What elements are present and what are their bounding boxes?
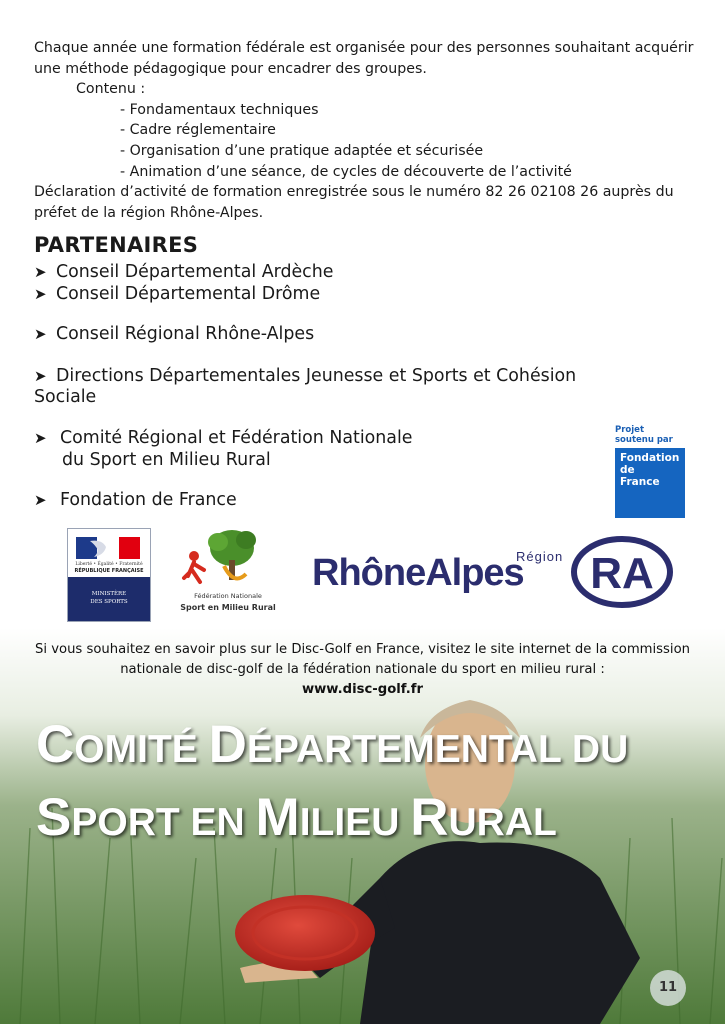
ra-monogram-text: RA [590,549,654,598]
partner-item: ➤ Conseil Départemental Drôme [34,284,321,304]
arrow-icon: ➤ [34,429,47,447]
title-line-2: SPORT EN MILIEU RURAL [36,788,557,847]
info-paragraph: Si vous souhaitez en savoir plus sur le Disc-Golf en France, visitez le site internet de la commission nationale de disc-golf de la fédération nationale du sport en milieu rural : [34,642,691,677]
website-link[interactable]: www.disc-golf.fr [301,682,424,697]
fnsmr-line1: Fédération Nationale [194,592,262,600]
tree-runner-icon [174,526,278,592]
rhone-alpes-wordmark: RhôneAlpes [312,552,524,594]
fdf-soutenu: soutenu par [615,435,673,445]
contenu-item: - Cadre réglementaire [120,122,276,139]
partners-title: PARTENAIRES [34,233,199,257]
ministere-motto: Liberté • Égalité • Fraternité [75,562,143,567]
arrow-icon: ➤ [34,367,47,385]
ministere-des-sports-logo [67,528,151,622]
fnsmr-line2: Sport en Milieu Rural [180,603,276,612]
ra-monogram-icon [570,536,674,608]
arrow-icon: ➤ [34,491,47,509]
info-text [30,640,695,700]
ministere-republique: RÉPUBLIQUE FRANÇAISE [74,568,144,574]
partner-item: ➤ Comité Régional et Fédération Nationale [34,428,413,448]
partner-item: ➤ Fondation de France [34,490,237,510]
page-title [36,715,716,861]
arrow-icon: ➤ [34,263,47,281]
partner-item-continued: du Sport en Milieu Rural [62,450,271,470]
fondation-de-france-logo [615,425,687,518]
declaration-text: Déclaration d’activité de formation enregistrée sous le numéro 82 26 02108 26 auprès du préfet de la région Rhône-Alpes. [34,184,674,221]
intro-paragraph: Chaque année une formation fédérale est organisée pour des personnes souhaitant acquérir une méthode pédagogique pour encadrer des groupes. [34,40,694,77]
contenu-item: - Organisation d’une pratique adaptée et sécurisée [120,142,484,159]
arrow-icon: ➤ [34,285,47,303]
partner-item: ➤ Directions Départementales Jeunesse et Sports et Cohésion Sociale [34,366,577,407]
rhone-alpes-region: Région [516,549,564,564]
partner-item: ➤ Conseil Régional Rhône-Alpes [34,324,315,344]
contenu-item: - Animation d’une séance, de cycles de découverte de l’activité [120,163,572,180]
arrow-icon: ➤ [34,325,47,343]
contenu-item: - Fondamentaux techniques [120,101,319,118]
ministere-band: MINISTÈRE DES SPORTS [68,577,150,621]
page-number: 11 [650,970,686,1006]
contenu-label: Contenu : [76,81,146,98]
fdf-projet: Projet [615,425,645,435]
marianne-flag-icon [76,537,140,559]
rhone-alpes-logo [312,536,677,608]
fnsmr-logo [174,526,278,618]
title-line-1: COMITÉ DÉPARTEMENTAL DU [36,715,629,774]
fdf-box: Fondation de France [615,448,685,518]
intro-section [34,38,704,223]
partner-item: ➤ Conseil Départemental Ardèche [34,262,334,282]
